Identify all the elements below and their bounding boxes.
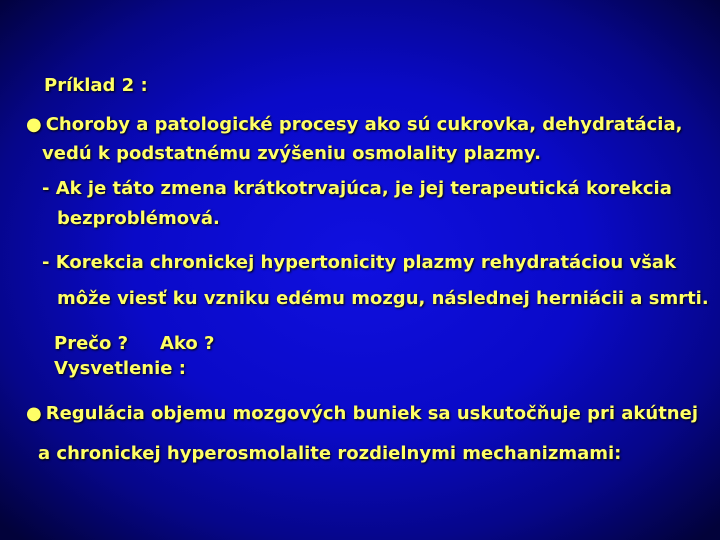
bullet-icon: ● bbox=[26, 403, 42, 424]
paragraph-4-line-2: a chronickej hyperosmolalite rozdielnymi mechanizmami: bbox=[38, 443, 622, 464]
paragraph-2-line-2: bezproblémová. bbox=[57, 208, 220, 229]
paragraph-4-text: Regulácia objemu mozgových buniek sa uskutočňuje pri akútnej bbox=[45, 403, 698, 424]
bullet-icon: ● bbox=[26, 114, 42, 135]
example-title: Príklad 2 : bbox=[44, 75, 148, 96]
paragraph-4-line-1 bbox=[26, 403, 698, 425]
paragraph-3-line-2: môže viesť ku vzniku edému mozgu, následnej herniácii a smrti. bbox=[57, 288, 709, 309]
paragraph-1-text: Choroby a patologické procesy ako sú cukrovka, dehydratácia, bbox=[45, 114, 683, 135]
question-how: Ako ? bbox=[160, 333, 215, 354]
paragraph-1-line-1 bbox=[26, 114, 682, 136]
paragraph-1-line-2: vedú k podstatnému zvýšeniu osmolality plazmy. bbox=[42, 143, 541, 164]
question-why: Prečo ? bbox=[54, 333, 129, 354]
paragraph-2-line-1: - Ak je táto zmena krátkotrvajúca, je jej terapeutická korekcia bbox=[42, 178, 672, 199]
paragraph-3-line-1: - Korekcia chronickej hypertonicity plazmy rehydratáciou však bbox=[42, 252, 677, 273]
explanation-label: Vysvetlenie : bbox=[54, 358, 186, 379]
